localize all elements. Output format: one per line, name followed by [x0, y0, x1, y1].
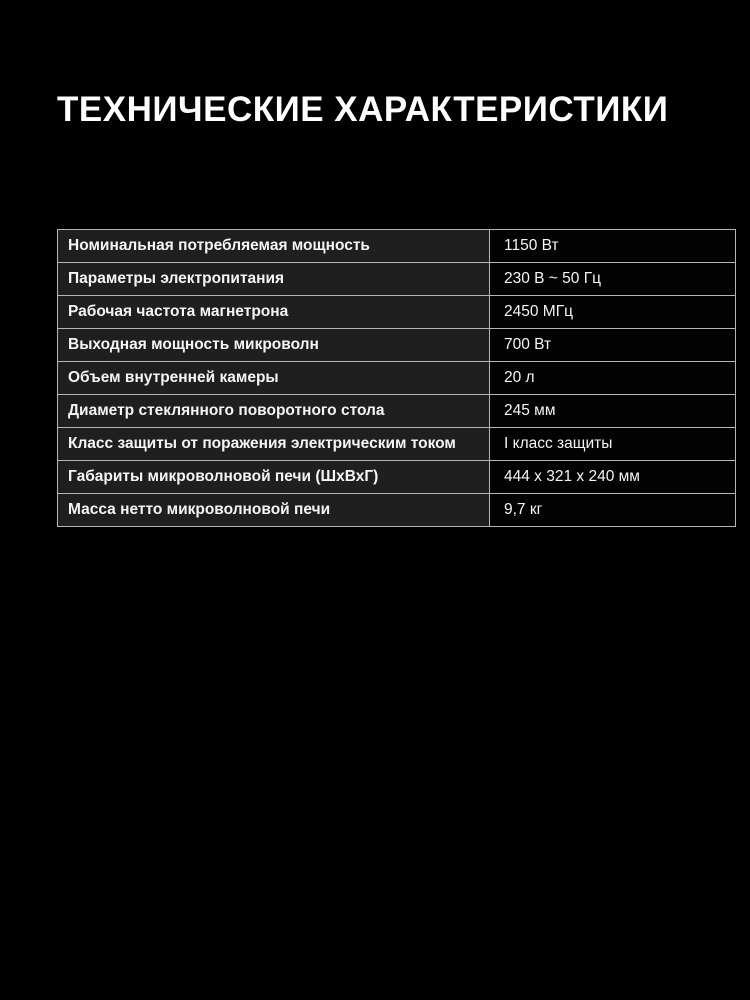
spec-param: Параметры электропитания: [58, 263, 490, 296]
spec-table: [57, 229, 736, 527]
spec-param: Диаметр стеклянного поворотного стола: [58, 395, 490, 428]
table-row: [58, 428, 736, 461]
spec-param: Объем внутренней камеры: [58, 362, 490, 395]
spec-param: Рабочая частота магнетрона: [58, 296, 490, 329]
spec-param: Класс защиты от поражения электрическим током: [58, 428, 490, 461]
spec-value: 20 л: [490, 362, 736, 395]
table-row: [58, 461, 736, 494]
spec-value: 230 В ~ 50 Гц: [490, 263, 736, 296]
table-row: [58, 263, 736, 296]
table-row: [58, 329, 736, 362]
table-row: [58, 362, 736, 395]
spec-value: 444 х 321 х 240 мм: [490, 461, 736, 494]
spec-param: Габариты микроволновой печи (ШхВхГ): [58, 461, 490, 494]
spec-value: 245 мм: [490, 395, 736, 428]
table-row: [58, 296, 736, 329]
spec-value: 2450 МГц: [490, 296, 736, 329]
page-title: ТЕХНИЧЕСКИЕ ХАРАКТЕРИСТИКИ: [57, 90, 669, 129]
table-row: [58, 494, 736, 527]
spec-value: 9,7 кг: [490, 494, 736, 527]
spec-value: 1150 Вт: [490, 230, 736, 263]
table-row: [58, 395, 736, 428]
spec-value: 700 Вт: [490, 329, 736, 362]
spec-param: Масса нетто микроволновой печи: [58, 494, 490, 527]
spec-param: Выходная мощность микроволн: [58, 329, 490, 362]
spec-value: I класс защиты: [490, 428, 736, 461]
table-row: [58, 230, 736, 263]
spec-param: Номинальная потребляемая мощность: [58, 230, 490, 263]
